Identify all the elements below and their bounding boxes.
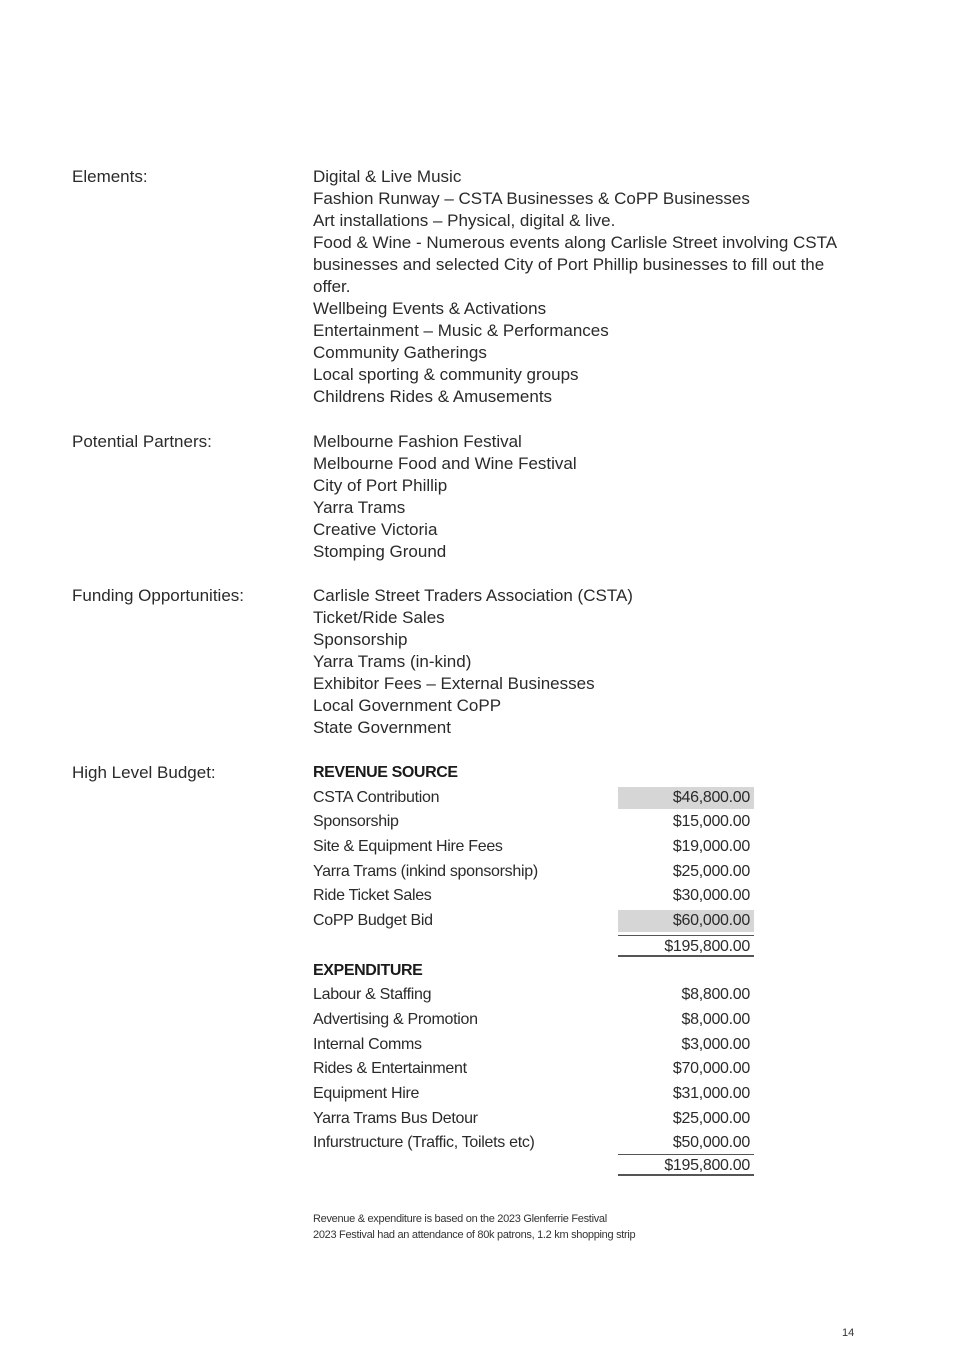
expenditure-total: $195,800.00 bbox=[618, 1154, 754, 1176]
list-item: offer. bbox=[313, 277, 351, 296]
table-row bbox=[313, 1083, 758, 1108]
partners-list bbox=[313, 431, 883, 563]
revenue-name: Yarra Trams (inkind sponsorship) bbox=[313, 862, 538, 880]
revenue-amount: $30,000.00 bbox=[672, 887, 750, 905]
revenue-amount: $15,000.00 bbox=[672, 813, 750, 831]
partners-label: Potential Partners: bbox=[72, 432, 212, 451]
table-row bbox=[313, 787, 758, 812]
list-item: businesses and selected City of Port Phillip businesses to fill out the bbox=[313, 255, 825, 274]
budget-label: High Level Budget: bbox=[72, 763, 216, 782]
list-item: Yarra Trams (in-kind) bbox=[313, 652, 472, 671]
list-item: Art installations – Physical, digital & live. bbox=[313, 211, 616, 230]
revenue-total-row bbox=[313, 935, 758, 960]
expenditure-name: Infurstructure (Traffic, Toilets etc) bbox=[313, 1134, 535, 1152]
list-item: Ticket/Ride Sales bbox=[313, 608, 445, 627]
revenue-name: Sponsorship bbox=[313, 813, 399, 831]
budget-table bbox=[313, 762, 758, 1179]
revenue-name: CoPP Budget Bid bbox=[313, 912, 433, 930]
revenue-amount: $19,000.00 bbox=[672, 838, 750, 856]
funding-list bbox=[313, 585, 883, 739]
table-row bbox=[313, 811, 758, 836]
list-item: Fashion Runway – CSTA Businesses & CoPP Businesses bbox=[313, 189, 750, 208]
list-item: Local sporting & community groups bbox=[313, 365, 579, 384]
expenditure-name: Advertising & Promotion bbox=[313, 1010, 478, 1028]
table-row bbox=[313, 885, 758, 910]
list-item: Local Government CoPP bbox=[313, 696, 502, 715]
table-row bbox=[313, 1108, 758, 1133]
expenditure-name: Labour & Staffing bbox=[313, 986, 432, 1004]
elements-list bbox=[313, 166, 883, 408]
revenue-name: Site & Equipment Hire Fees bbox=[313, 838, 503, 856]
expenditure-name: Yarra Trams Bus Detour bbox=[313, 1109, 478, 1127]
note-line: 2023 Festival had an attendance of 80k patrons, 1.2 km shopping strip bbox=[313, 1229, 636, 1241]
expenditure-name: Internal Comms bbox=[313, 1035, 422, 1053]
revenue-amount: $25,000.00 bbox=[672, 862, 750, 880]
expenditure-amount: $50,000.00 bbox=[672, 1134, 750, 1152]
elements-label: Elements: bbox=[72, 167, 148, 186]
list-item: Childrens Rides & Amusements bbox=[313, 387, 553, 406]
funding-label: Funding Opportunities: bbox=[72, 586, 244, 605]
list-item: Carlisle Street Traders Association (CSTA) bbox=[313, 586, 633, 605]
expenditure-amount: $25,000.00 bbox=[672, 1109, 750, 1127]
expenditure-total-row bbox=[313, 1157, 758, 1179]
note-line: Revenue & expenditure is based on the 2023 Glenferrie Festival bbox=[313, 1213, 607, 1225]
revenue-amount: $60,000.00 bbox=[618, 910, 754, 932]
list-item: Melbourne Fashion Festival bbox=[313, 432, 522, 451]
expenditure-heading-row bbox=[313, 960, 758, 985]
list-item: Wellbeing Events & Activations bbox=[313, 299, 547, 318]
list-item: Sponsorship bbox=[313, 630, 408, 649]
revenue-heading-row bbox=[313, 762, 758, 787]
budget-notes bbox=[313, 1211, 635, 1243]
list-item: Digital & Live Music bbox=[313, 167, 462, 186]
list-item: Creative Victoria bbox=[313, 520, 438, 539]
revenue-name: Ride Ticket Sales bbox=[313, 887, 432, 905]
expenditure-name: Equipment Hire bbox=[313, 1084, 420, 1102]
list-item: Exhibitor Fees – External Businesses bbox=[313, 674, 595, 693]
table-row bbox=[313, 1034, 758, 1059]
table-row bbox=[313, 984, 758, 1009]
list-item: Entertainment – Music & Performances bbox=[313, 321, 609, 340]
expenditure-amount: $31,000.00 bbox=[672, 1084, 750, 1102]
revenue-total: $195,800.00 bbox=[618, 935, 754, 957]
revenue-name: CSTA Contribution bbox=[313, 788, 440, 806]
expenditure-amount: $70,000.00 bbox=[672, 1060, 750, 1078]
expenditure-heading: EXPENDITURE bbox=[313, 961, 423, 979]
table-row bbox=[313, 861, 758, 886]
revenue-amount: $46,800.00 bbox=[618, 787, 754, 809]
expenditure-name: Rides & Entertainment bbox=[313, 1060, 467, 1078]
list-item: Stomping Ground bbox=[313, 542, 447, 561]
expenditure-amount: $8,800.00 bbox=[681, 986, 750, 1004]
table-row bbox=[313, 1009, 758, 1034]
list-item: Community Gatherings bbox=[313, 343, 487, 362]
list-item: State Government bbox=[313, 718, 451, 737]
revenue-heading: REVENUE SOURCE bbox=[313, 764, 458, 781]
list-item: Melbourne Food and Wine Festival bbox=[313, 454, 577, 473]
expenditure-amount: $3,000.00 bbox=[681, 1035, 750, 1053]
table-row bbox=[313, 910, 758, 935]
table-row bbox=[313, 1058, 758, 1083]
list-item: Yarra Trams bbox=[313, 498, 406, 517]
page-number: 14 bbox=[842, 1327, 855, 1339]
list-item: City of Port Phillip bbox=[313, 476, 448, 495]
list-item: Food & Wine - Numerous events along Carlisle Street involving CSTA bbox=[313, 233, 838, 252]
table-row bbox=[313, 836, 758, 861]
expenditure-amount: $8,000.00 bbox=[681, 1010, 750, 1028]
